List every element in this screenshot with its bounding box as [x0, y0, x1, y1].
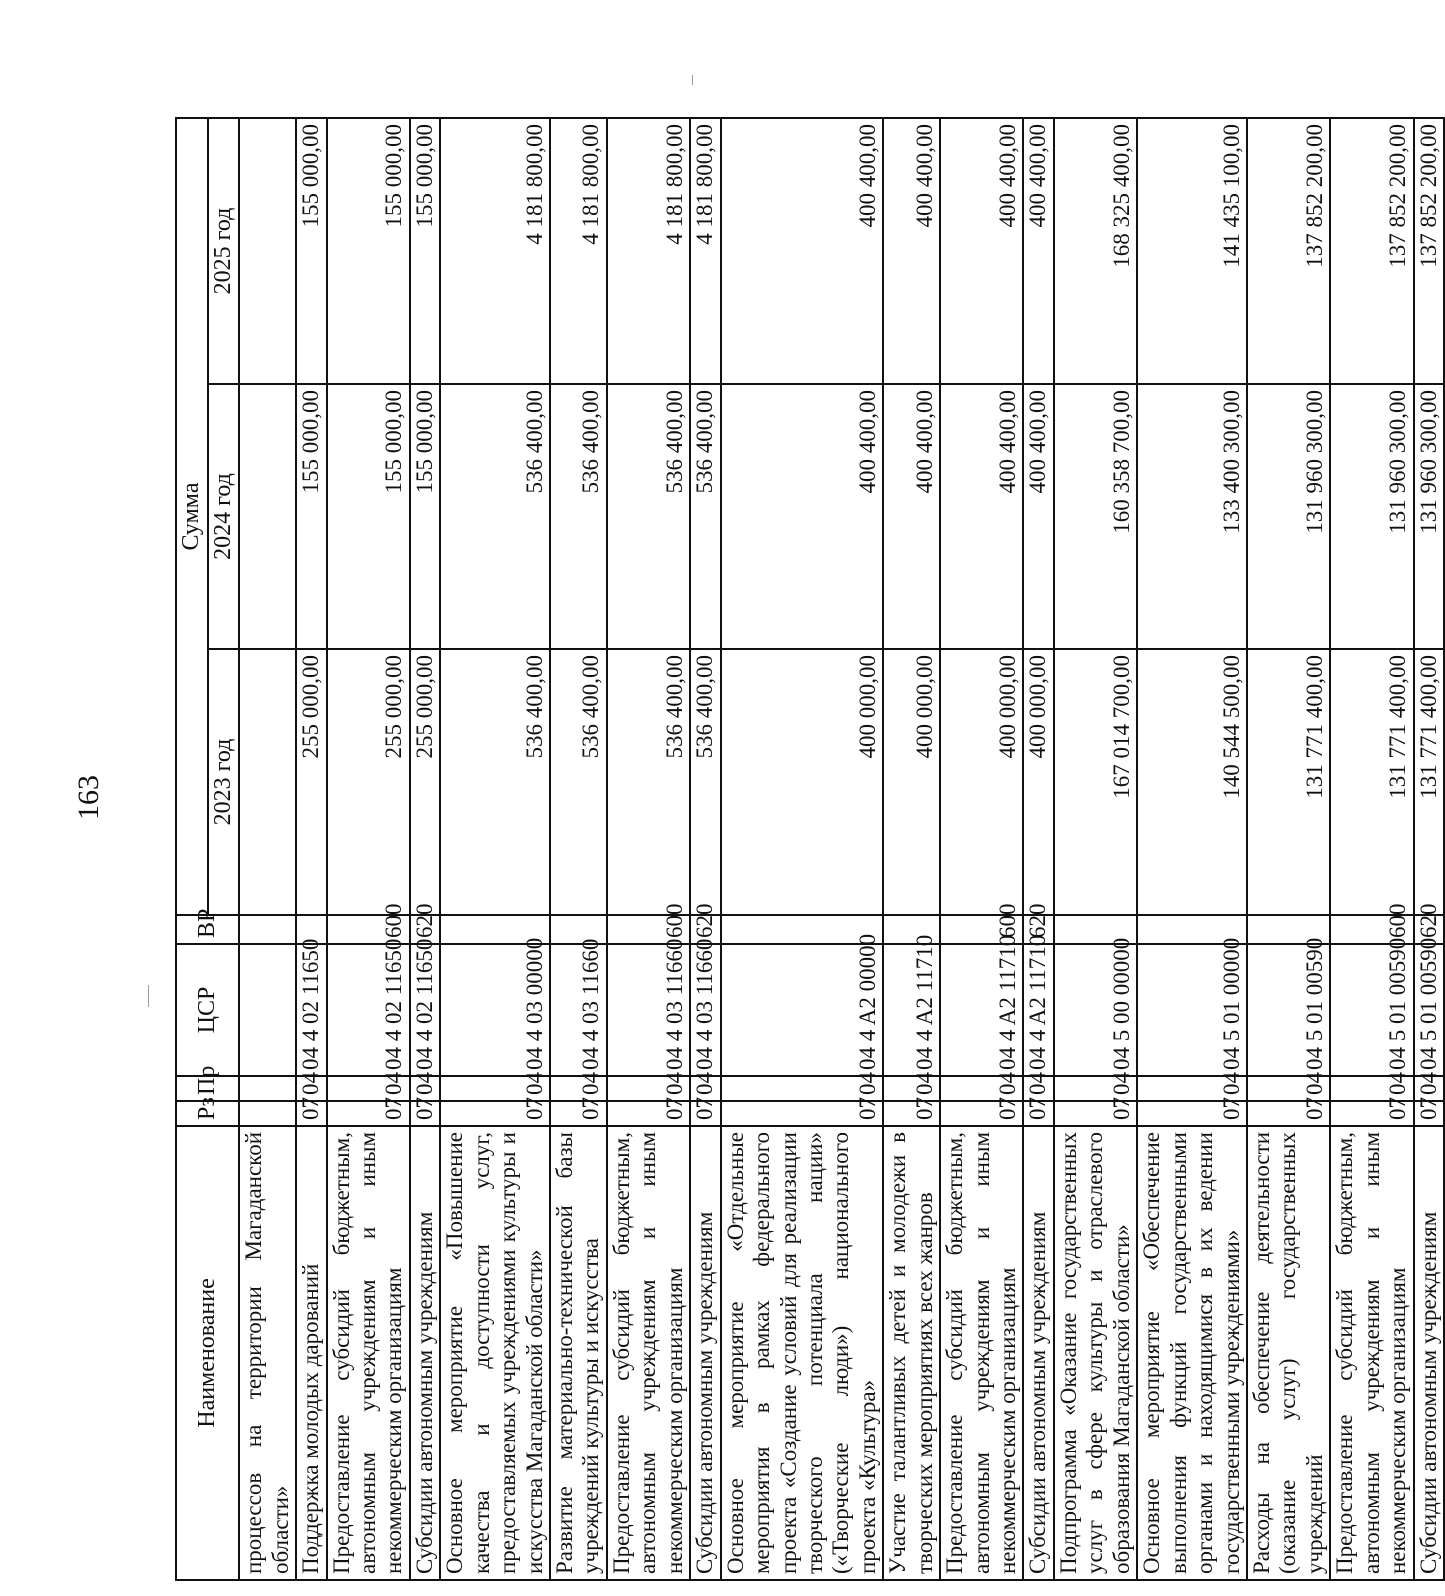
row-sum-2023: 167 014 700,00	[1054, 649, 1137, 915]
row-rz: 07	[1414, 1101, 1444, 1126]
table-row	[410, 118, 440, 1580]
row-sum-2025: 400 400,00	[883, 118, 940, 384]
row-sum-2023: 140 544 500,00	[1137, 649, 1247, 915]
row-csr	[239, 944, 296, 1076]
row-rz: 07	[607, 1101, 690, 1126]
row-vr: 620	[1023, 915, 1053, 944]
row-pr: 04	[1023, 1076, 1053, 1101]
row-csr: 04 4 02 11650	[327, 944, 410, 1076]
row-sum-2025: 141 435 100,00	[1137, 118, 1247, 384]
header-rz: Рз	[176, 1101, 239, 1126]
row-name: Предоставление субсидий бюджетным, автономным учреждениям и иным некоммерческим организациям	[1330, 1126, 1413, 1580]
row-pr: 04	[883, 1076, 940, 1101]
row-name: Развитие материально-технической базы учреждений культуры и искусства	[550, 1126, 607, 1580]
row-rz: 07	[690, 1101, 720, 1126]
row-rz: 07	[410, 1101, 440, 1126]
row-sum-2024: 155 000,00	[410, 384, 440, 649]
row-sum-2024: 400 400,00	[721, 384, 884, 649]
row-sum-2023: 255 000,00	[410, 649, 440, 915]
row-pr: 04	[1414, 1076, 1444, 1101]
header-vr: ВР	[176, 915, 239, 944]
row-sum-2023: 255 000,00	[296, 649, 326, 915]
row-name: Основное мероприятие «Повышение качества и доступности услуг, предоставляемых учреждениями культуры и искусства Магаданской области»	[440, 1126, 550, 1580]
row-pr: 04	[607, 1076, 690, 1101]
row-rz	[239, 1101, 296, 1126]
row-sum-2023: 400 000,00	[721, 649, 884, 915]
header-2023: 2023 год	[208, 649, 240, 915]
row-pr: 04	[1137, 1076, 1247, 1101]
row-rz: 07	[550, 1101, 607, 1126]
table-row	[550, 118, 607, 1580]
row-name: Участие талантливых детей и молодежи в творческих мероприятиях всех жанров	[883, 1126, 940, 1580]
row-vr: 600	[1330, 915, 1413, 944]
scan-mark	[148, 985, 149, 1007]
row-pr: 04	[550, 1076, 607, 1101]
row-sum-2025: 137 852 200,00	[1247, 118, 1330, 384]
row-sum-2025: 137 852 200,00	[1330, 118, 1413, 384]
row-sum-2023: 255 000,00	[327, 649, 410, 915]
row-name: Предоставление субсидий бюджетным, автономным учреждениям и иным некоммерческим организациям	[607, 1126, 690, 1580]
row-csr: 04 5 01 00000	[1137, 944, 1247, 1076]
row-sum-2023: 536 400,00	[550, 649, 607, 915]
row-sum-2025: 400 400,00	[1023, 118, 1053, 384]
row-sum-2024: 400 400,00	[1023, 384, 1053, 649]
row-csr: 04 5 00 00000	[1054, 944, 1137, 1076]
row-rz: 07	[721, 1101, 884, 1126]
row-pr: 04	[1330, 1076, 1413, 1101]
row-csr: 04 5 01 00590	[1330, 944, 1413, 1076]
table-row	[327, 118, 410, 1580]
row-rz: 07	[1247, 1101, 1330, 1126]
row-sum-2024: 131 960 300,00	[1414, 384, 1444, 649]
row-rz: 07	[327, 1101, 410, 1126]
row-csr: 04 4 03 11660	[690, 944, 720, 1076]
row-sum-2024: 536 400,00	[440, 384, 550, 649]
row-sum-2025: 4 181 800,00	[440, 118, 550, 384]
row-sum-2023: 400 000,00	[883, 649, 940, 915]
row-csr: 04 5 01 00590	[1414, 944, 1444, 1076]
header-2024: 2024 год	[208, 384, 240, 649]
row-sum-2024: 536 400,00	[550, 384, 607, 649]
row-pr: 04	[690, 1076, 720, 1101]
row-name: процессов на территории Магаданской области»	[239, 1126, 296, 1580]
table-row	[1330, 118, 1413, 1580]
row-name: Основное мероприятие «Отдельные мероприятия в рамках федерального проекта «Создание условий для реализации творческого потенциала нации» («Творческие люди») национального проекта «Культура»	[721, 1126, 884, 1580]
row-pr: 04	[440, 1076, 550, 1101]
row-sum-2024: 133 400 300,00	[1137, 384, 1247, 649]
row-vr: 620	[690, 915, 720, 944]
table-row	[607, 118, 690, 1580]
row-sum-2025	[239, 118, 296, 384]
header-csr: ЦСР	[176, 944, 239, 1076]
row-csr: 04 4 02 11650	[296, 944, 326, 1076]
row-rz: 07	[940, 1101, 1023, 1126]
row-sum-2024: 155 000,00	[327, 384, 410, 649]
row-sum-2024: 536 400,00	[607, 384, 690, 649]
row-sum-2023: 536 400,00	[607, 649, 690, 915]
table-row	[1054, 118, 1137, 1580]
row-sum-2023: 536 400,00	[440, 649, 550, 915]
row-csr: 04 4 A2 11710	[1023, 944, 1053, 1076]
table-row	[883, 118, 940, 1580]
row-vr: 620	[410, 915, 440, 944]
row-sum-2024: 400 400,00	[940, 384, 1023, 649]
row-sum-2024: 155 000,00	[296, 384, 326, 649]
row-rz: 07	[296, 1101, 326, 1126]
row-sum-2023: 400 000,00	[940, 649, 1023, 915]
table-row	[1247, 118, 1330, 1580]
row-pr: 04	[1247, 1076, 1330, 1101]
table-row	[1023, 118, 1053, 1580]
scan-mark	[692, 75, 693, 85]
row-name: Предоставление субсидий бюджетным, автономным учреждениям и иным некоммерческим организациям	[940, 1126, 1023, 1580]
row-csr: 04 4 02 11650	[410, 944, 440, 1076]
row-sum-2024: 536 400,00	[690, 384, 720, 649]
table-row	[1414, 118, 1444, 1580]
row-sum-2023: 400 000,00	[1023, 649, 1053, 915]
row-sum-2025: 155 000,00	[410, 118, 440, 384]
table-row	[940, 118, 1023, 1580]
row-sum-2023: 131 771 400,00	[1330, 649, 1413, 915]
row-name: Субсидии автономным учреждениям	[1414, 1126, 1444, 1580]
row-pr: 04	[940, 1076, 1023, 1101]
row-sum-2025: 4 181 800,00	[607, 118, 690, 384]
row-vr: 600	[327, 915, 410, 944]
table-row	[440, 118, 550, 1580]
row-vr: 620	[1414, 915, 1444, 944]
row-pr: 04	[327, 1076, 410, 1101]
row-csr: 04 4 03 00000	[440, 944, 550, 1076]
table-row	[690, 118, 720, 1580]
table-row	[296, 118, 326, 1580]
row-sum-2024: 131 960 300,00	[1330, 384, 1413, 649]
row-pr: 04	[410, 1076, 440, 1101]
header-pr: Пр	[176, 1076, 239, 1101]
header-2025: 2025 год	[208, 118, 240, 384]
row-sum-2024	[239, 384, 296, 649]
row-pr	[239, 1076, 296, 1101]
row-rz: 07	[1054, 1101, 1137, 1126]
row-csr: 04 4 03 11660	[607, 944, 690, 1076]
row-sum-2023: 131 771 400,00	[1414, 649, 1444, 915]
row-name: Расходы на обеспечение деятельности (оказание услуг) государственных учреждений	[1247, 1126, 1330, 1580]
header-sum: Сумма	[176, 118, 208, 915]
row-sum-2025: 4 181 800,00	[550, 118, 607, 384]
table-row	[239, 118, 296, 1580]
row-csr: 04 4 A2 00000	[721, 944, 884, 1076]
row-csr: 04 5 01 00590	[1247, 944, 1330, 1076]
row-vr: 600	[607, 915, 690, 944]
row-sum-2025: 400 400,00	[721, 118, 884, 384]
header-name: Наименование	[176, 1126, 239, 1580]
row-rz: 07	[440, 1101, 550, 1126]
row-name: Субсидии автономным учреждениям	[690, 1126, 720, 1580]
row-sum-2024: 131 960 300,00	[1247, 384, 1330, 649]
row-sum-2025: 168 325 400,00	[1054, 118, 1137, 384]
row-sum-2023	[239, 649, 296, 915]
budget-table	[175, 117, 1445, 1581]
row-sum-2023: 536 400,00	[690, 649, 720, 915]
row-sum-2025: 4 181 800,00	[690, 118, 720, 384]
row-name: Субсидии автономным учреждениям	[410, 1126, 440, 1580]
table-body	[239, 118, 1444, 1580]
row-sum-2025: 137 852 200,00	[1414, 118, 1444, 384]
row-vr: 600	[940, 915, 1023, 944]
table-row	[721, 118, 884, 1580]
row-name: Предоставление субсидий бюджетным, автономным учреждениям и иным некоммерческим организациям	[327, 1126, 410, 1580]
row-name: Подпрограмма «Оказание государственных услуг в сфере культуры и отраслевого образования Магаданской области»	[1054, 1126, 1137, 1580]
row-sum-2025: 155 000,00	[296, 118, 326, 384]
row-pr: 04	[296, 1076, 326, 1101]
row-name: Субсидии автономным учреждениям	[1023, 1126, 1053, 1580]
row-rz: 07	[1023, 1101, 1053, 1126]
table-row	[1137, 118, 1247, 1580]
row-pr: 04	[1054, 1076, 1137, 1101]
row-csr: 04 4 A2 11710	[883, 944, 940, 1076]
row-name: Основное мероприятие «Обеспечение выполнения функций государственными органами и находящимися в их ведении государственными учреждениями»	[1137, 1126, 1247, 1580]
page-number: 163	[72, 775, 105, 820]
row-sum-2024: 160 358 700,00	[1054, 384, 1137, 649]
row-csr: 04 4 A2 11710	[940, 944, 1023, 1076]
row-csr: 04 4 03 11660	[550, 944, 607, 1076]
row-rz: 07	[1330, 1101, 1413, 1126]
row-name: Поддержка молодых дарований	[296, 1126, 326, 1580]
row-sum-2025: 155 000,00	[327, 118, 410, 384]
row-pr: 04	[721, 1076, 884, 1101]
row-rz: 07	[883, 1101, 940, 1126]
rotated-table-sheet	[175, 119, 1441, 1581]
row-sum-2023: 131 771 400,00	[1247, 649, 1330, 915]
row-sum-2024: 400 400,00	[883, 384, 940, 649]
row-rz: 07	[1137, 1101, 1247, 1126]
table-header-row	[176, 118, 208, 1580]
row-vr	[239, 915, 296, 944]
row-sum-2025: 400 400,00	[940, 118, 1023, 384]
